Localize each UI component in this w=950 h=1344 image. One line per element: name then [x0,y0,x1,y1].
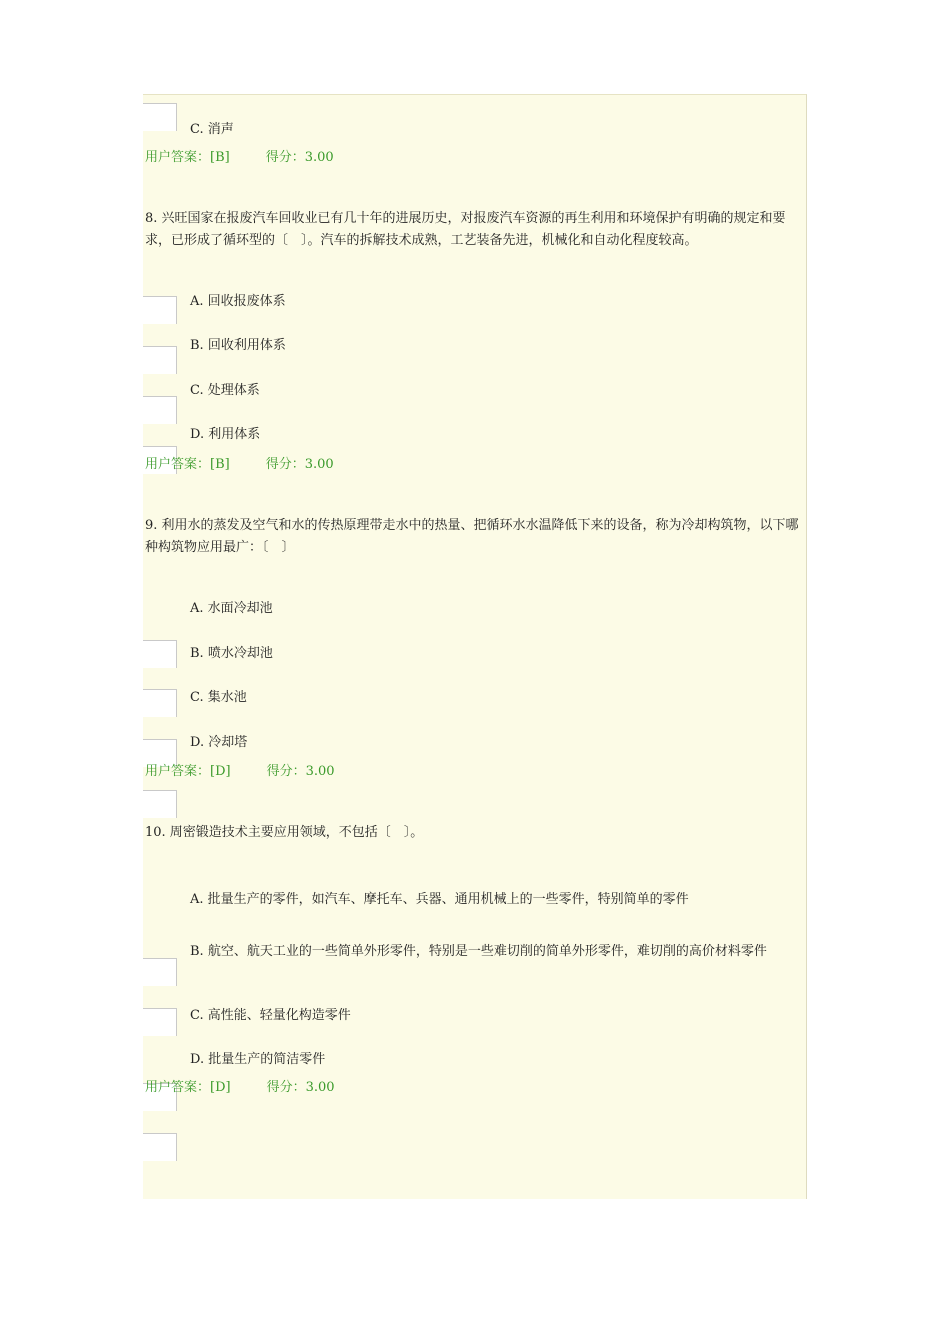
q8-option-a: A. 回收报废体系 [190,294,286,309]
q9-question-text: 9. 利用水的蒸发及空气和水的传热原理带走水中的热量、把循环水水温降低下来的设备，称为冷却构筑物，以下哪种构筑物应用最广：〔 〕 [145,518,799,555]
q10-option-c: C. 高性能、轻量化构造零件 [190,1008,351,1023]
q8-option-d: D. 利用体系 [190,427,261,442]
q8-option-c: C. 处理体系 [190,383,260,398]
q10-option-b: B. 航空、航天工业的一些简单外形零件，特别是一些难切削的简单外形零件，难切削的高价材料零件 [190,944,767,959]
q8-option-b: B. 回收利用体系 [190,338,286,353]
q10-question-text: 10. 周密锻造技术主要应用领域，不包括〔 〕。 [145,825,424,840]
answer-checkbox[interactable] [143,346,177,374]
q7-option-c: C. 消声 [190,122,234,137]
q10-option-a: A. 批量生产的零件，如汽车、摩托车、兵器、通用机械上的一些零件，特别简单的零件 [190,892,689,907]
q10-user-answer-line: 用户答案：[D] 得分：3.00 [145,1080,335,1095]
q9-option-a: A. 水面冷却池 [190,601,273,616]
q9-user-answer-line: 用户答案：[D] 得分：3.00 [145,764,335,779]
answer-checkbox[interactable] [143,790,177,818]
q9-option-b: B. 喷水冷却池 [190,646,273,661]
q8-question-text: 8. 兴旺国家在报废汽车回收业已有几十年的进展历史，对报废汽车资源的再生利用和环境保护有明确的规定和要求，已形成了循环型的〔 〕。汽车的拆解技术成熟，工艺装备先进，机械化和自动化程度较高。 [145,211,786,248]
q9-option-c: C. 集水池 [190,690,247,705]
q10-option-d: D. 批量生产的简洁零件 [190,1052,326,1067]
q9-option-d: D. 冷却塔 [190,735,248,750]
q7-user-answer-line: 用户答案：[B] 得分：3.00 [145,150,334,165]
answer-checkbox[interactable] [143,1008,177,1036]
answer-checkbox[interactable] [143,689,177,717]
answer-checkbox[interactable] [143,103,177,131]
answer-checkbox[interactable] [143,1133,177,1161]
q8-user-answer-line: 用户答案：[B] 得分：3.00 [145,457,334,472]
answer-checkbox[interactable] [143,396,177,424]
answer-checkbox[interactable] [143,640,177,668]
answer-checkbox[interactable] [143,296,177,324]
